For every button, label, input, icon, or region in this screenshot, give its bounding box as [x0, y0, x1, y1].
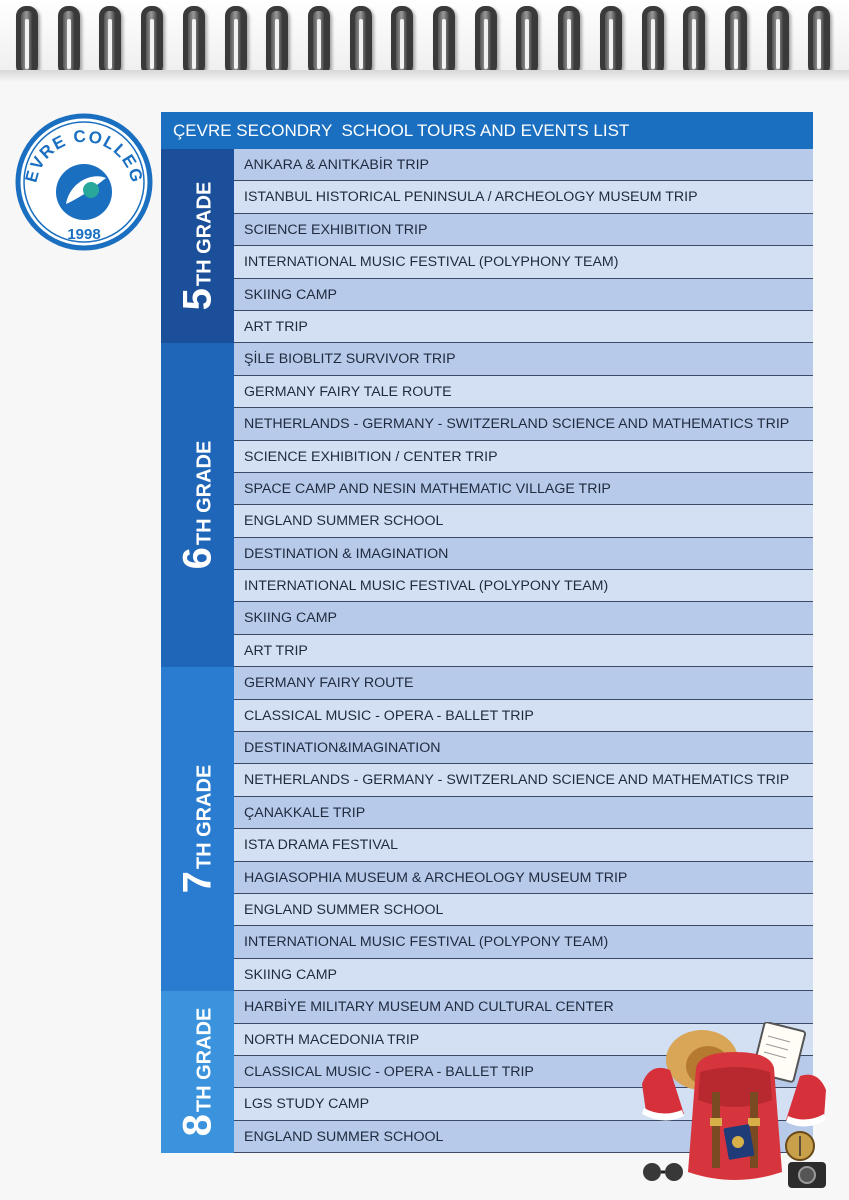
list-item: CLASSICAL MUSIC - OPERA - BALLET TRIP	[234, 700, 813, 732]
college-logo	[14, 112, 154, 252]
grade-suffix: TH GRADE	[193, 440, 215, 546]
logo-name: EVRE COLLEG	[21, 126, 147, 186]
list-item: GERMANY FAIRY TALE ROUTE	[234, 376, 813, 408]
binding-ring-icon	[433, 6, 455, 76]
list-item: ANKARA & ANITKABİR TRIP	[234, 149, 813, 181]
list-item: SKIING CAMP	[234, 602, 813, 634]
list-item: ART TRIP	[234, 311, 813, 343]
binding-ring-icon	[183, 6, 205, 76]
list-item: LGS STUDY CAMP	[234, 1088, 813, 1120]
grade-label	[161, 991, 234, 1153]
grade-number: 5	[175, 288, 219, 311]
binding-ring-icon	[350, 6, 372, 76]
grade-block-7	[161, 667, 813, 991]
list-item: HAGIASOPHIA MUSEUM & ARCHEOLOGY MUSEUM TRIP	[234, 862, 813, 894]
grade-suffix: TH GRADE	[193, 181, 215, 287]
binding-ring-icon	[558, 6, 580, 76]
list-item: SCIENCE EXHIBITION / CENTER TRIP	[234, 441, 813, 473]
list-item: HARBİYE MILITARY MUSEUM AND CULTURAL CENTER	[234, 991, 813, 1023]
grade-number: 7	[175, 871, 219, 894]
list-item: SPACE CAMP AND NESIN MATHEMATIC VILLAGE TRIP	[234, 473, 813, 505]
list-item: DESTINATION&IMAGINATION	[234, 732, 813, 764]
list-item: ENGLAND SUMMER SCHOOL	[234, 894, 813, 926]
list-item: NORTH MACEDONIA TRIP	[234, 1024, 813, 1056]
binding-ring-icon	[683, 6, 705, 76]
binding-ring-icon	[58, 6, 80, 76]
grades-container	[161, 149, 813, 1153]
grade-label	[161, 667, 234, 991]
grade-block-6	[161, 343, 813, 667]
list-item: SKIING CAMP	[234, 279, 813, 311]
list-item: CLASSICAL MUSIC - OPERA - BALLET TRIP	[234, 1056, 813, 1088]
grade-suffix: TH GRADE	[193, 1007, 215, 1113]
binding-ring-icon	[516, 6, 538, 76]
grade-number: 6	[175, 547, 219, 570]
grade-label	[161, 149, 234, 343]
list-item: INTERNATIONAL MUSIC FESTIVAL (POLYPONY TEAM)	[234, 570, 813, 602]
grade-number: 8	[175, 1114, 219, 1137]
binding-ring-icon	[725, 6, 747, 76]
list-item: ÇANAKKALE TRIP	[234, 797, 813, 829]
list-item: ISTA DRAMA FESTIVAL	[234, 829, 813, 861]
binding-ring-icon	[391, 6, 413, 76]
list-item: INTERNATIONAL MUSIC FESTIVAL (POLYPONY TEAM)	[234, 926, 813, 958]
list-item: ISTANBUL HISTORICAL PENINSULA / ARCHEOLOGY MUSEUM TRIP	[234, 181, 813, 213]
list-item: ENGLAND SUMMER SCHOOL	[234, 505, 813, 537]
binding-ring-icon	[767, 6, 789, 76]
list-item: NETHERLANDS - GERMANY - SWITZERLAND SCIENCE AND MATHEMATICS TRIP	[234, 764, 813, 796]
grade-block-5	[161, 149, 813, 343]
binding-ring-icon	[600, 6, 622, 76]
list-item: ENGLAND SUMMER SCHOOL	[234, 1121, 813, 1153]
backpack-illustration	[640, 1022, 830, 1192]
logo-year: 1998	[67, 226, 101, 243]
spiral-binding	[0, 0, 849, 78]
page-top-shadow	[0, 70, 849, 82]
grade-suffix: TH GRADE	[193, 764, 215, 870]
list-item: SKIING CAMP	[234, 959, 813, 991]
binding-ring-icon	[16, 6, 38, 76]
binding-ring-icon	[308, 6, 330, 76]
binding-ring-icon	[642, 6, 664, 76]
list-item: SCIENCE EXHIBITION TRIP	[234, 214, 813, 246]
binding-ring-icon	[99, 6, 121, 76]
tours-events-list	[161, 112, 813, 1153]
list-item: GERMANY FAIRY ROUTE	[234, 667, 813, 699]
list-item: ŞİLE BIOBLITZ SURVIVOR TRIP	[234, 343, 813, 375]
list-item: ART TRIP	[234, 635, 813, 667]
binding-ring-icon	[475, 6, 497, 76]
grade-label	[161, 343, 234, 667]
binding-ring-icon	[266, 6, 288, 76]
list-item: INTERNATIONAL MUSIC FESTIVAL (POLYPHONY TEAM)	[234, 246, 813, 278]
binding-ring-icon	[225, 6, 247, 76]
list-item: DESTINATION & IMAGINATION	[234, 538, 813, 570]
list-item: NETHERLANDS - GERMANY - SWITZERLAND SCIENCE AND MATHEMATICS TRIP	[234, 408, 813, 440]
binding-ring-icon	[141, 6, 163, 76]
binding-ring-icon	[808, 6, 830, 76]
list-title: ÇEVRE SECONDRY SCHOOL TOURS AND EVENTS LIST	[161, 112, 813, 149]
